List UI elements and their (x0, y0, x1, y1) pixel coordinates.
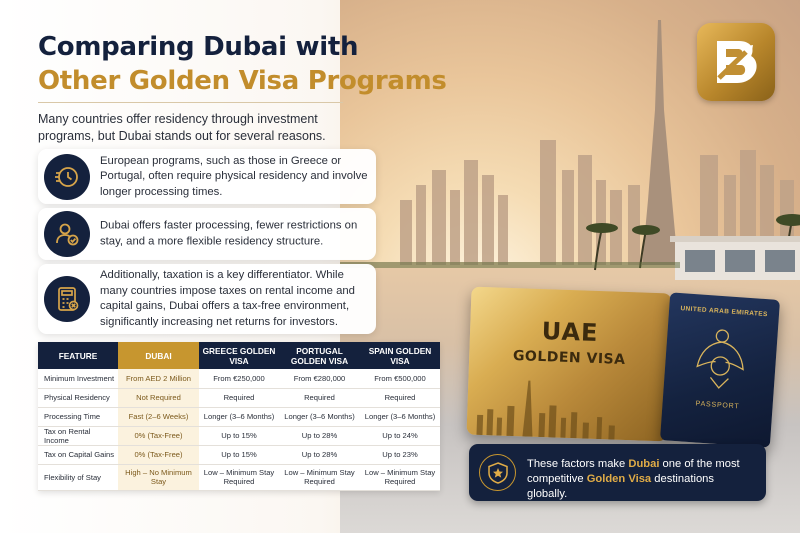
callout-part-1: These factors make (527, 458, 629, 470)
table-cell: Low – Minimum Stay Required (199, 464, 279, 490)
visa-card-title: UAE (541, 317, 599, 348)
calculator-icon (44, 276, 90, 322)
table-cell: Fast (2–6 Weeks) (118, 407, 199, 426)
table-cell: From €500,000 (360, 369, 440, 388)
callout-part-2: one of the most competitive (527, 458, 740, 485)
table-cell: From €280,000 (279, 369, 360, 388)
uae-passport (660, 292, 780, 447)
info-card-text: Additionally, taxation is a key differentiator. While many countries impose taxes on rental income and capital gains, Dubai offers a tax-free environment, significantly increasing net returns for investors. (100, 269, 355, 328)
header-portugal: PORTUGAL GOLDEN VISA (279, 342, 360, 369)
table-cell: Physical Residency (38, 388, 118, 407)
callout-part-3: destinations globally. (527, 473, 714, 500)
table-row (38, 445, 440, 464)
title-divider (38, 102, 343, 103)
page-title (38, 30, 447, 98)
header-feature: FEATURE (38, 342, 118, 369)
title-line-1: Comparing Dubai with (38, 32, 359, 62)
comparison-table (38, 342, 440, 491)
info-card-dubai-processing (38, 208, 376, 260)
table-cell: Processing Time (38, 407, 118, 426)
table-cell: Low – Minimum Stay Required (279, 464, 360, 490)
table-cell: Longer (3–6 Months) (279, 407, 360, 426)
header-spain: SPAIN GOLDEN VISA (360, 342, 440, 369)
table-row (38, 426, 440, 445)
table-cell: Up to 15% (199, 426, 279, 445)
table-cell: Required (360, 388, 440, 407)
table-cell: Up to 28% (279, 445, 360, 464)
skyline-engraving-icon (466, 375, 668, 442)
table-cell: Flexibility of Stay (38, 464, 118, 490)
visa-card-subtitle: GOLDEN VISA (512, 348, 626, 368)
summary-callout (469, 444, 766, 501)
clock-icon (44, 154, 90, 200)
table-row (38, 407, 440, 426)
table-cell: Longer (3–6 Months) (360, 407, 440, 426)
brand-logo-icon (697, 23, 775, 101)
title-line-2: Other Golden Visa Programs (38, 66, 447, 96)
table-cell: 0% (Tax-Free) (118, 445, 199, 464)
header-greece: GREECE GOLDEN VISA (199, 342, 279, 369)
table-header-row (38, 342, 440, 369)
table-cell: From AED 2 Million (118, 369, 199, 388)
info-card-taxation (38, 264, 376, 334)
golden-visa-card (466, 287, 671, 442)
table-cell: Not Required (118, 388, 199, 407)
eagle-emblem-icon (692, 324, 750, 394)
passport-label: PASSPORT (695, 400, 740, 411)
info-card-text: Dubai offers faster processing, fewer restrictions on stay, and a more flexible residency structure. (100, 219, 358, 247)
info-card-text: European programs, such as those in Greece or Portugal, often require physical residency and involve longer processing times. (100, 154, 368, 198)
table-row (38, 388, 440, 407)
user-check-icon (44, 211, 90, 257)
table-cell: Up to 23% (360, 445, 440, 464)
info-card-european (38, 149, 376, 204)
star-badge-icon (479, 454, 516, 491)
table-cell: Tax on Capital Gains (38, 445, 118, 464)
table-cell: From €250,000 (199, 369, 279, 388)
table-cell: 0% (Tax-Free) (118, 426, 199, 445)
table-cell: Longer (3–6 Months) (199, 407, 279, 426)
table-cell: Up to 28% (279, 426, 360, 445)
callout-highlight-golden-visa: Golden Visa (586, 473, 652, 485)
passport-country: UNITED ARAB EMIRATES (680, 305, 768, 319)
callout-text (527, 457, 756, 502)
callout-highlight-dubai: Dubai (628, 458, 660, 470)
table-row (38, 369, 440, 388)
table-cell: Up to 15% (199, 445, 279, 464)
table-cell: High – No Minimum Stay (118, 464, 199, 490)
intro-text: Many countries offer residency through investment programs, but Dubai stands out for several reasons. (38, 112, 326, 143)
table-cell: Minimum Investment (38, 369, 118, 388)
header-dubai: DUBAI (118, 342, 199, 369)
table-cell: Up to 24% (360, 426, 440, 445)
table-cell: Required (199, 388, 279, 407)
table-cell: Low – Minimum Stay Required (360, 464, 440, 490)
table-row (38, 464, 440, 490)
table-cell: Tax on Rental Income (38, 426, 118, 445)
table-cell: Required (279, 388, 360, 407)
